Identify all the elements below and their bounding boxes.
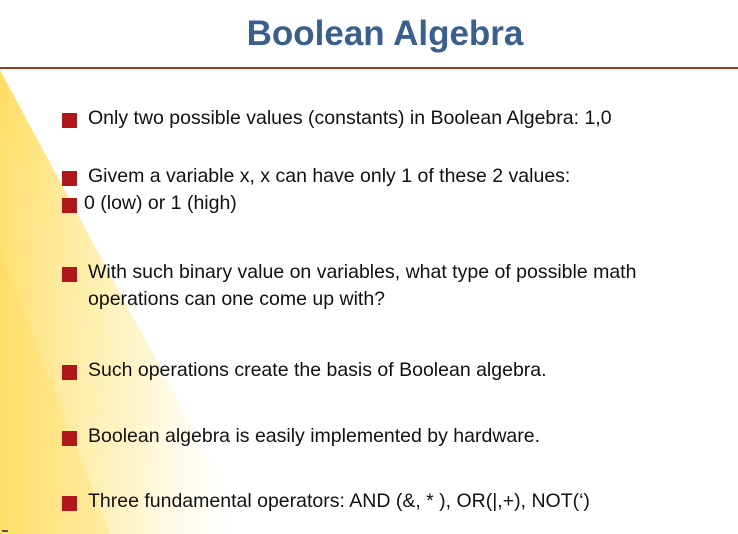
- bullet-square-icon: [62, 171, 77, 186]
- bullet-text: 0 (low) or 1 (high): [84, 192, 237, 214]
- bullet-item: [62, 423, 540, 450]
- corner-mark: [2, 530, 8, 532]
- bullet-text: Only two possible values (constants) in Boolean Algebra: 1,0: [88, 107, 612, 129]
- title-divider: [0, 67, 738, 69]
- bullet-text: Givem a variable x, x can have only 1 of these 2 values:: [88, 165, 571, 187]
- bullet-square-icon: [62, 198, 77, 213]
- bullet-text: With such binary value on variables, what type of possible math operations can one come up with?: [88, 261, 637, 310]
- bullet-text: Three fundamental operators: AND (&, * ), OR(|,+), NOT(‘): [88, 490, 590, 512]
- bullet-square-icon: [62, 496, 77, 511]
- bullet-text: Such operations create the basis of Boolean algebra.: [88, 359, 547, 381]
- bullet-item: [62, 163, 570, 190]
- bullet-item: [62, 190, 237, 217]
- bullet-item: [62, 105, 612, 132]
- bullet-square-icon: [62, 365, 77, 380]
- bullet-square-icon: [62, 113, 77, 128]
- bullet-text: Boolean algebra is easily implemented by hardware.: [88, 425, 541, 447]
- bullet-item: [62, 357, 547, 384]
- bullet-square-icon: [62, 431, 77, 446]
- bullet-item: [62, 488, 590, 515]
- page-title: Boolean Algebra: [246, 14, 524, 53]
- bullet-square-icon: [62, 267, 77, 282]
- bullet-item: [62, 259, 702, 313]
